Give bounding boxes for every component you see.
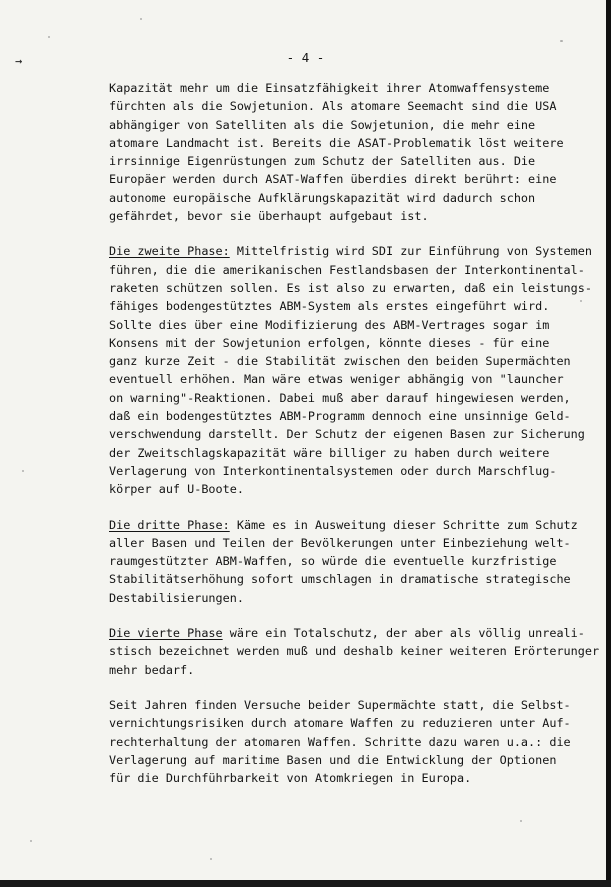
text-line: verschwendung darstellt. Der Schutz der eigenen Basen zur Sicherung	[109, 427, 585, 442]
text-line: fähiges bodengestütztes ABM-System als erstes eingeführt wird.	[109, 299, 550, 314]
scan-speck	[140, 18, 142, 20]
text-line	[109, 624, 585, 642]
scan-speck	[30, 840, 32, 842]
text-line: Destabilisierungen.	[109, 590, 244, 605]
section-heading-phase-4: Die vierte Phase	[109, 626, 223, 641]
text-line: raumgestützter ABM-Waffen, so würde die eventuelle kurzfristige	[109, 554, 557, 569]
text-line: mehr bedarf.	[109, 662, 195, 677]
text-line: autonome europäische Aufklärungskapazität wird dadurch schon	[109, 190, 536, 205]
scan-speck	[580, 300, 582, 302]
paragraph-1	[109, 79, 579, 225]
scan-speck	[560, 40, 563, 42]
scan-edge-bottom	[0, 880, 611, 887]
text-line-rest: Käme es in Ausweitung dieser Schritte zum Schutz	[229, 517, 578, 532]
text-line: Sollte dies über eine Modifizierung des ABM-Vertrages sogar im	[109, 317, 550, 332]
text-line: raketen schützen sollen. Es ist also zu erwarten, daß ein leistungs-	[109, 280, 592, 295]
scan-speck	[48, 36, 50, 38]
text-line: atomare Landmacht ist. Bereits die ASAT-Problematik löst weitere	[109, 135, 564, 150]
text-line: rechterhaltung der atomaren Waffen. Schritte dazu waren u.a.: die	[109, 734, 571, 749]
text-line: Verlagerung von Interkontinentalsystemen oder durch Marschflug-	[109, 463, 557, 478]
text-line: Seit Jahren finden Versuche beider Supermächte statt, die Selbst-	[109, 697, 571, 712]
text-line: Konsens mit der Sowjetunion erfolgen, könnte dieses - für eine	[109, 335, 550, 350]
text-line: körper auf U-Boote.	[109, 482, 244, 497]
text-line	[109, 516, 579, 534]
text-line	[109, 242, 592, 260]
text-line: daß ein bodengestütztes ABM-Programm dennoch eine unsinnige Geld-	[109, 409, 571, 424]
scan-speck	[520, 820, 522, 822]
section-heading-phase-3: Die dritte Phase:	[109, 517, 230, 532]
page-number: - 4 -	[286, 50, 325, 65]
paragraph-3	[109, 516, 579, 607]
text-line: der Zweitschlagskapazität wäre billiger zu haben durch weitere	[109, 445, 550, 460]
text-line: fürchten als die Sowjetunion. Als atomare Seemacht sind die USA	[109, 99, 557, 114]
text-line: eventuell erhöhen. Man wäre etwas weniger abhängig von "launcher	[109, 372, 564, 387]
paragraph-2	[109, 242, 592, 498]
text-line: irrsinnige Eigenrüstungen zum Schutz der Satelliten aus. Die	[109, 154, 536, 169]
text-line: Verlagerung auf maritime Basen und die Entwicklung der Optionen	[109, 752, 557, 767]
margin-arrow-mark: →	[15, 54, 23, 68]
text-line-rest: Mittelfristig wird SDI zur Einführung von Systemen	[229, 244, 592, 259]
scan-edge-right	[606, 0, 611, 887]
text-line: stisch bezeichnet werden muß und deshalb keiner weiteren Erörterunger	[109, 644, 600, 659]
text-line: führen, die die amerikanischen Festlandsbasen der Interkontinental-	[109, 262, 585, 277]
text-line: Kapazität mehr um die Einsatzfähigkeit ihrer Atomwaffensysteme	[109, 81, 550, 95]
text-line: Europäer werden durch ASAT-Waffen überdies direkt berührt: eine	[109, 172, 557, 187]
scan-speck	[210, 858, 212, 860]
text-line: für die Durchführbarkeit von Atomkriegen in Europa.	[109, 771, 472, 786]
text-line: aller Basen und Teilen der Bevölkerungen unter Einbeziehung welt-	[109, 535, 571, 550]
text-line: ganz kurze Zeit - die Stabilität zwischen den beiden Supermächten	[109, 354, 571, 369]
paragraph-5	[109, 696, 579, 787]
text-line: Stabilitätserhöhung sofort umschlagen in dramatische strategische	[109, 572, 571, 587]
section-heading-phase-2: Die zweite Phase:	[109, 244, 230, 259]
text-line: gefährdet, bevor sie überhaupt aufgebaut ist.	[109, 209, 429, 224]
text-line: abhängiger von Satelliten als die Sowjetunion, die mehr eine	[109, 117, 536, 132]
text-line: vernichtungsrisiken durch atomare Waffen zu reduzieren unter Auf-	[109, 716, 571, 731]
text-line-rest: wäre ein Totalschutz, der aber als völlig unreali-	[222, 626, 585, 641]
body-text	[109, 79, 600, 787]
scan-speck	[22, 470, 24, 472]
text-line: on warning"-Reaktionen. Dabei muß aber darauf hingewiesen werden,	[109, 390, 571, 405]
paragraph-4	[109, 624, 600, 679]
